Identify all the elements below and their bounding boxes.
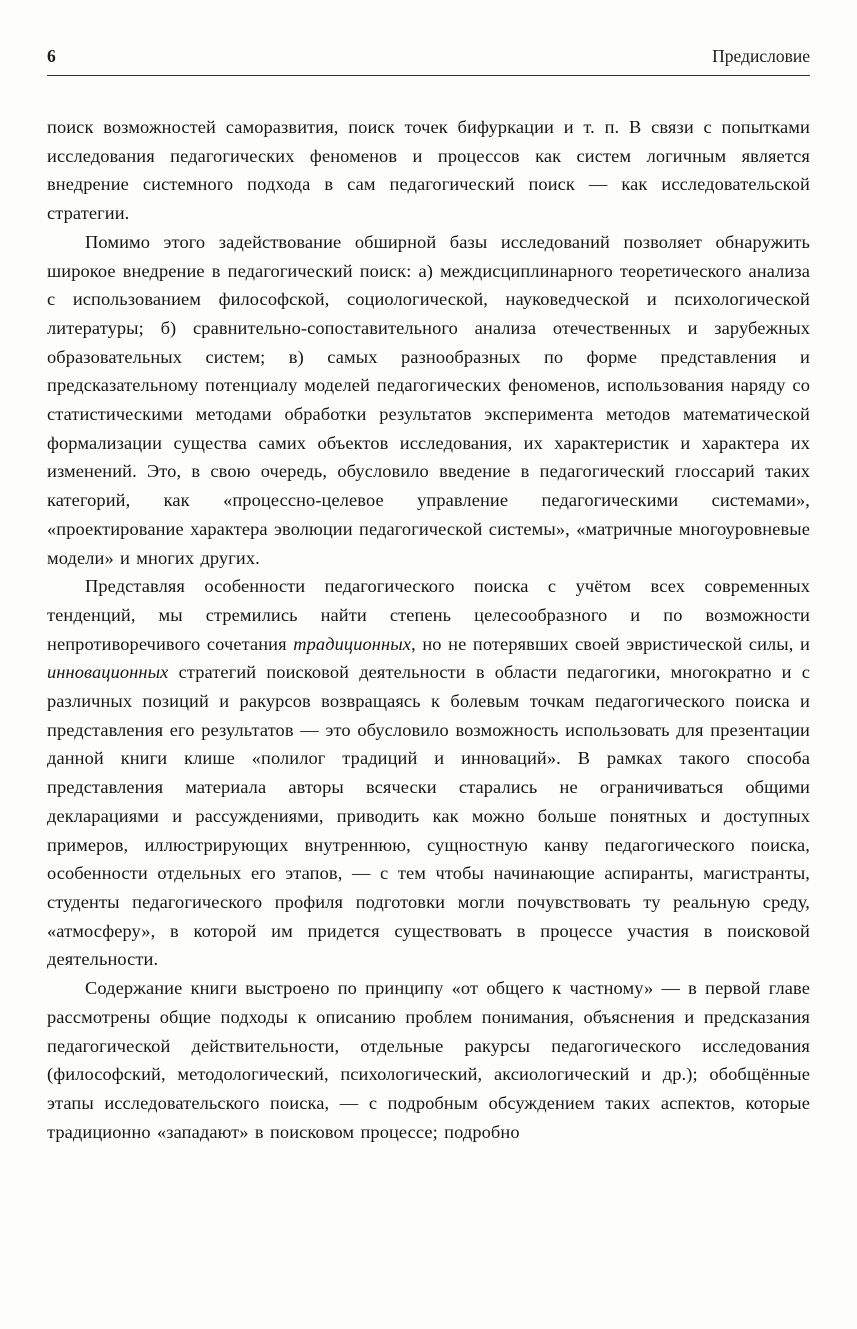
paragraph-1 — [47, 113, 810, 228]
text-run: стратегий поисковой деятельности в области педагогики, многократно и с различных позиций и ракурсов возвращаясь к болевым точкам педагогического поиска и представления его результатов — это обусловило возможность использовать для презентации данной книги клише «полилог традиций и инноваций». В рамках такого способа представления материала авторы всячески старались не ограничиваться общими декларациями и рассуждениями, приводить как можно больше понятных и доступных примеров, иллюстрирующих внутреннюю, сущностную канву педагогического поиска, особенности отдельных его этапов, — с тем чтобы начинающие аспиранты, магистранты, студенты педагогического профиля подготовки могли почувствовать ту реальную среду, «атмосферу», в которой им придется существовать в процессе участия в поисковой деятельности. — [47, 662, 810, 970]
paragraph-3 — [47, 572, 810, 974]
page-number: 6 — [47, 46, 56, 66]
paragraph-2 — [47, 228, 810, 572]
text-run: Помимо этого задействование обширной базы исследований позволяет обнаружить широкое внедрение в педагогический поиск: а) междисциплинарного теоретического анализа с использованием философской, социологической, науковедческой и психологической литературы; б) сравнительно-сопоставительного анализа отечественных и зарубежных образовательных систем; в) самых разнообразных по форме представления и предсказательному потенциалу моделей педагогических феноменов, использования наряду со статистическими методами обработки результатов эксперимента методов математической формализации существа самих объектов исследования, их характеристик и характера их изменений. Это, в свою очередь, обусловило введение в педагогический глоссарий таких категорий, как «процессно-целевое управление педагогическими системами», «проектирование характера эволюции педагогической системы», «матричные многоуровневые модели» и многих других. — [47, 231, 810, 568]
text-run-italic: инновационных — [47, 662, 169, 683]
paragraph-4 — [47, 974, 810, 1146]
text-run: , но не потерявших своей эвристической силы, и — [411, 633, 810, 654]
header-rule — [47, 75, 810, 76]
text-run: Представляя особенности педагогического поиска с учётом всех современных тенденций, мы стремились найти степень целесообразного и по возможности непротиворечивого сочетания — [47, 576, 810, 654]
running-title: Предисловие — [712, 46, 810, 66]
text-run: поиск возможностей саморазвития, поиск точек бифуркации и т. п. В связи с попытками исследования педагогических феноменов и процессов как систем логичным является внедрение системного подхода в сам педагогический поиск — как исследовательской стратегии. — [47, 117, 810, 224]
text-run-italic: традиционных — [293, 633, 412, 654]
page-body — [47, 113, 810, 1146]
text-run: Содержание книги выстроено по принципу «от общего к частному» — в первой главе рассмотрены общие подходы к описанию проблем понимания, объяснения и предсказания педагогической действительности, отдельные ракурсы педагогического исследования (философский, методологический, психологический, аксиологический и др.); обобщённые этапы исследовательского поиска, — с подробным обсуждением таких аспектов, которые традиционно «западают» в поисковом процессе; подробно — [47, 978, 810, 1142]
page-header — [47, 46, 810, 67]
